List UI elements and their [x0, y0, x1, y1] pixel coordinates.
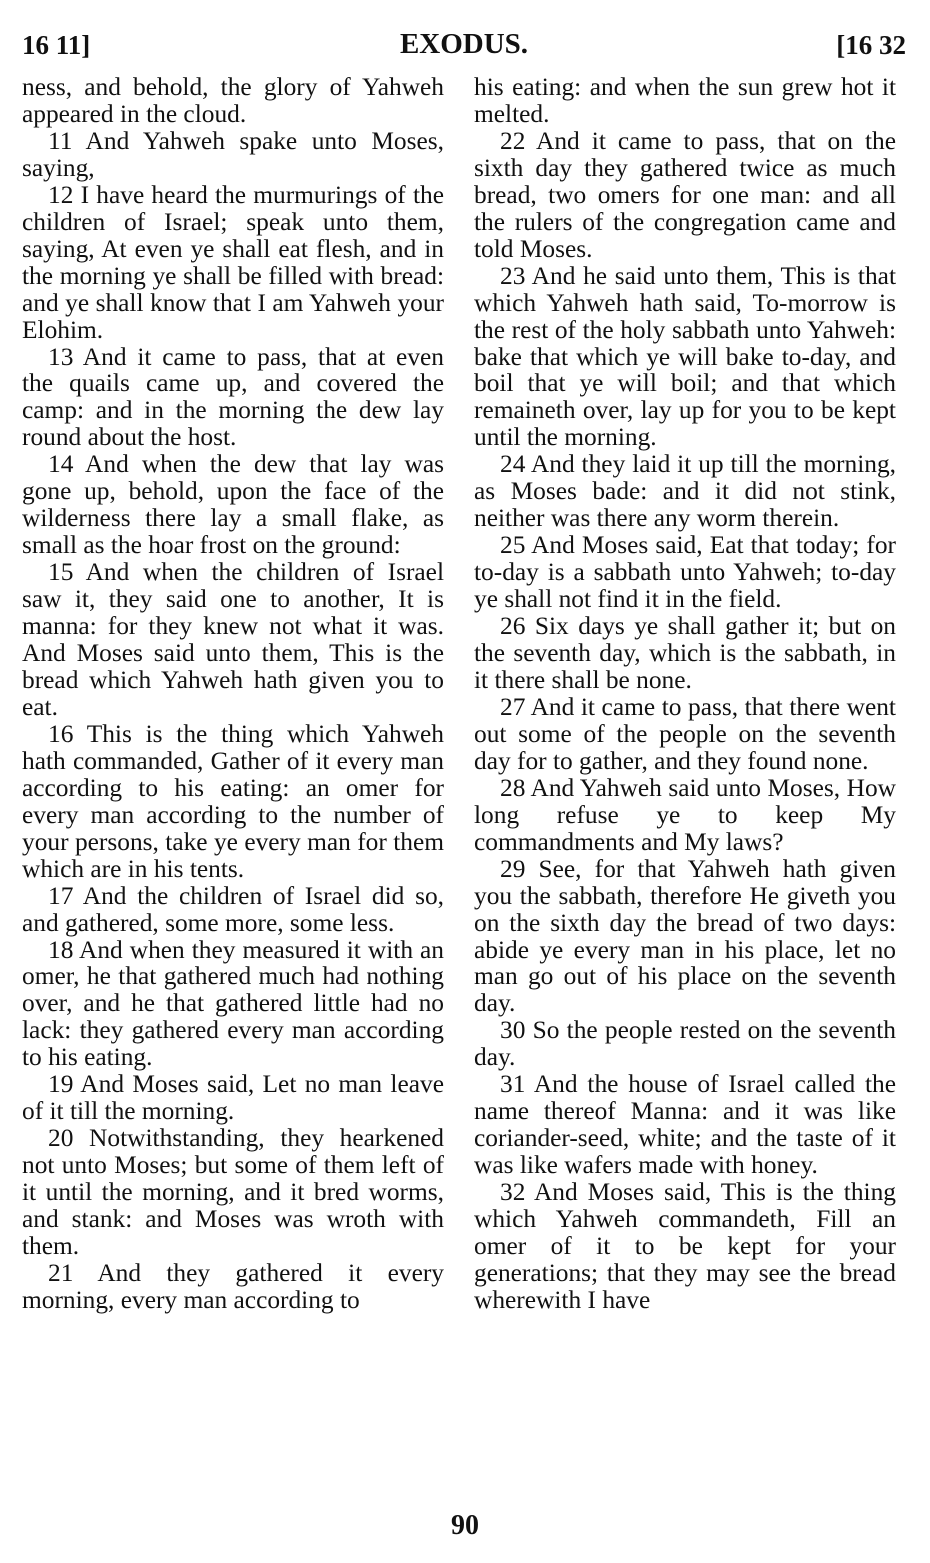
verse-28: 28 And Yahweh said unto Moses, How long refuse ye to keep My commandments and My laws?	[474, 773, 896, 856]
verse-32: 32 And Moses said, This is the thing which Yahweh commandeth, Fill an omer of it to be kept for your generations; that they may see the bread wherewith I have	[474, 1178, 896, 1314]
verse-23: 23 And he said unto them, This is that which Yahweh hath said, To-morrow is the rest of the holy sabbath unto Yahweh: bake that which ye will bake to-day, and boil that ye will boil; and that which remaineth over, lay up for you to be kept until the morning.	[474, 261, 896, 452]
verse-16: 16 This is the thing which Yahweh hath commanded, Gather of it every man according to his eating: an omer for every man according to the number of your persons, take ye every man for them which are in his tents.	[22, 719, 444, 883]
verse-25: 25 And Moses said, Eat that today; for to-day is a sabbath unto Yahweh; to-day ye shall not find it in the field.	[474, 531, 896, 614]
verse-29: 29 See, for that Yahweh hath given you the sabbath, therefore He giveth you on the sixth day the bread of two days: abide ye every man in his place, let no man go out of his place on the seventh day.	[474, 854, 896, 1018]
verse-22: 22 And it came to pass, that on the sixth day they gathered twice as much bread, two omers for one man: and all the rulers of the congregation came and told Moses.	[474, 126, 896, 263]
verse-13: 13 And it came to pass, that at even the quails came up, and covered the camp: and in the morning the dew lay round about the host.	[22, 342, 444, 452]
left-column	[22, 74, 444, 1314]
book-title: EXODUS.	[399, 28, 529, 60]
verse-24: 24 And they laid it up till the morning, as Moses bade: and it did not stink, neither was there any worm therein.	[474, 450, 896, 533]
verse-14: 14 And when the dew that lay was gone up, behold, upon the face of the wilderness there lay a small flake, as small as the hoar frost on the ground:	[22, 450, 444, 560]
running-header	[22, 22, 906, 58]
verse-continuation: ness, and behold, the glory of Yahweh appeared in the cloud.	[22, 73, 444, 128]
verse-30: 30 So the people rested on the seventh day.	[474, 1016, 896, 1072]
verse-11: 11 And Yahweh spake unto Moses, saying,	[22, 126, 444, 182]
verse-18: 18 And when they measured it with an omer, he that gathered much had nothing over, and he that gathered little had no lack: they gathered every man according to his eating.	[22, 935, 444, 1072]
verse-19: 19 And Moses said, Let no man leave of it till the morning.	[22, 1070, 444, 1126]
header-chapter-verse-start: 16 11]	[22, 30, 91, 60]
verse-12: 12 I have heard the murmurings of the children of Israel; speak unto them, saying, At even ye shall eat flesh, and in the morning ye shall be filled with bread: and ye shall know that I am Yahweh your Elohim.	[22, 180, 444, 344]
verse-20: 20 Notwithstanding, they hearkened not unto Moses; but some of them left of it until the morning, and it bred worms, and stank: and Moses was wroth with them.	[22, 1124, 444, 1260]
right-column	[474, 74, 896, 1314]
verse-15: 15 And when the children of Israel saw it, they said one to another, It is manna: for they knew not what it was. And Moses said unto them, This is the bread which Yahweh hath given you to eat.	[22, 558, 444, 721]
verse-27: 27 And it came to pass, that there went out some of the people on the seventh day for to gather, and they found none.	[474, 692, 896, 775]
verse-26: 26 Six days ye shall gather it; but on the seventh day, which is the sabbath, in it there shall be none.	[474, 612, 896, 694]
verse-21: 21 And they gathered it every morning, every man according to	[22, 1258, 444, 1314]
verse-31: 31 And the house of Israel called the name thereof Manna: and it was like coriander-seed, white; and the taste of it was like wafers made with honey.	[474, 1070, 896, 1180]
header-chapter-verse-end: [16 32	[836, 30, 906, 60]
verse-17: 17 And the children of Israel did so, and gathered, some more, some less.	[22, 881, 444, 937]
page-number: 90	[451, 1510, 479, 1541]
verse-21-continuation: his eating: and when the sun grew hot it melted.	[474, 73, 896, 128]
